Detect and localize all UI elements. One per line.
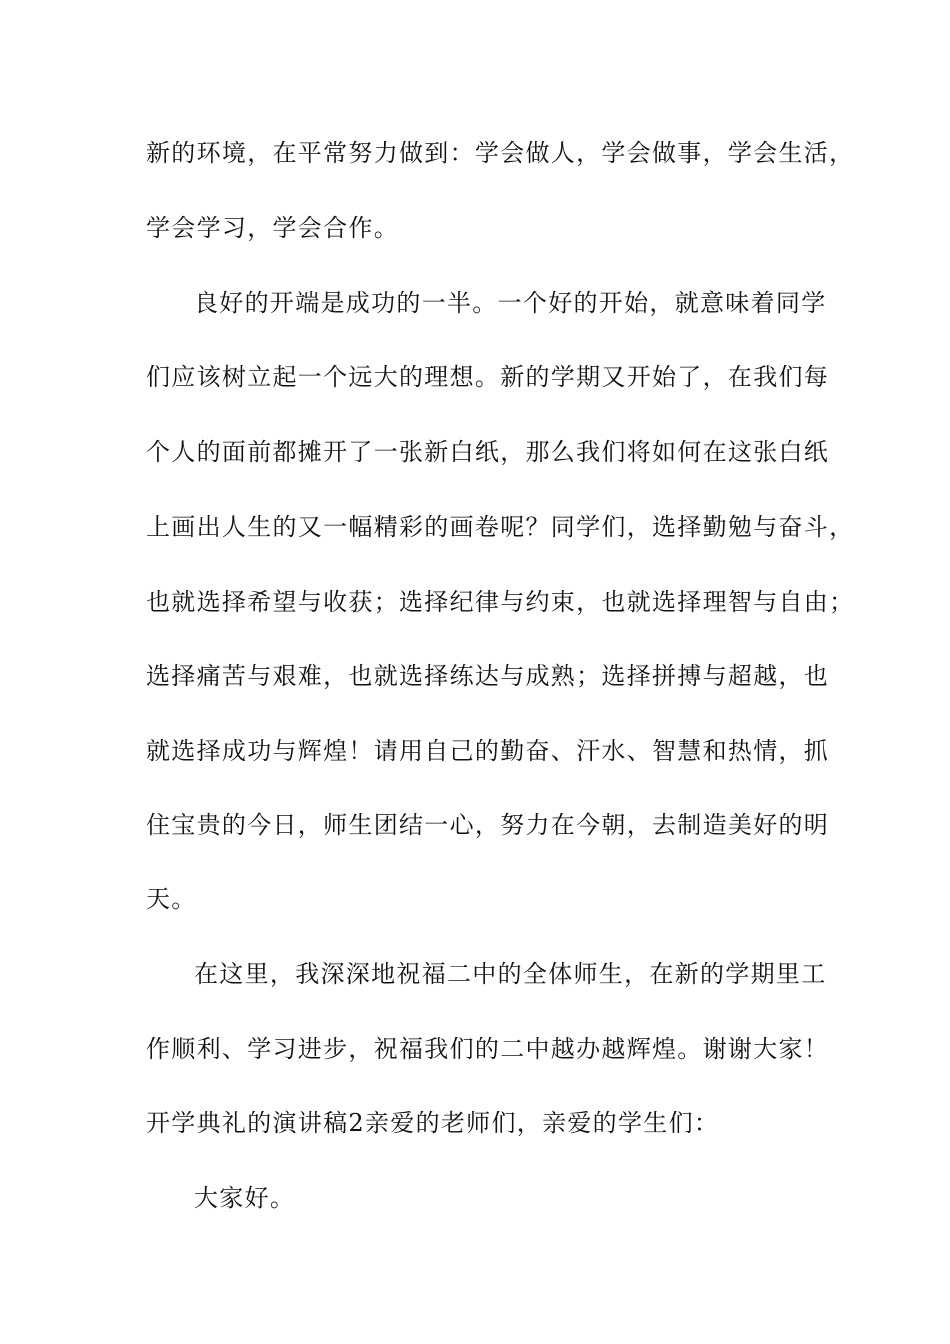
text-line: 也就选择希望与收获；选择纪律与约束，也就选择理智与自由； xyxy=(146,588,855,616)
text-line: 个人的面前都摊开了一张新白纸，那么我们将如何在这张白纸 xyxy=(146,438,830,466)
text-line: 新的环境，在平常努力做到：学会做人，学会做事，学会生活， xyxy=(146,139,855,167)
text-line: 住宝贵的今日，师生团结一心，努力在今朝，去制造美好的明 xyxy=(146,811,830,839)
paragraph-start-line: 在这里，我深深地祝福二中的全体师生，在新的学期里工 xyxy=(194,960,827,988)
paragraph-start-line: 良好的开端是成功的一半。一个好的开始，就意味着同学 xyxy=(194,289,827,317)
text-line: 作顺利、学习进步，祝福我们的二中越办越辉煌。谢谢大家！ xyxy=(146,1035,830,1063)
section-heading-line: 开学典礼的演讲稿2亲爱的老师们，亲爱的学生们： xyxy=(146,1109,720,1137)
paragraph-start-line: 大家好。 xyxy=(194,1184,296,1212)
text-line: 就选择成功与辉煌！请用自己的勤奋、汗水、智慧和热情，抓 xyxy=(146,737,830,765)
text-line: 天。 xyxy=(146,885,197,913)
text-line: 上画出人生的又一幅精彩的画卷呢？同学们，选择勤勉与奋斗， xyxy=(146,513,855,541)
text-line: 学会学习，学会合作。 xyxy=(146,214,399,242)
text-line: 选择痛苦与艰难，也就选择练达与成熟；选择拼搏与超越，也 xyxy=(146,662,830,690)
text-line: 们应该树立起一个远大的理想。新的学期又开始了，在我们每 xyxy=(146,363,830,391)
